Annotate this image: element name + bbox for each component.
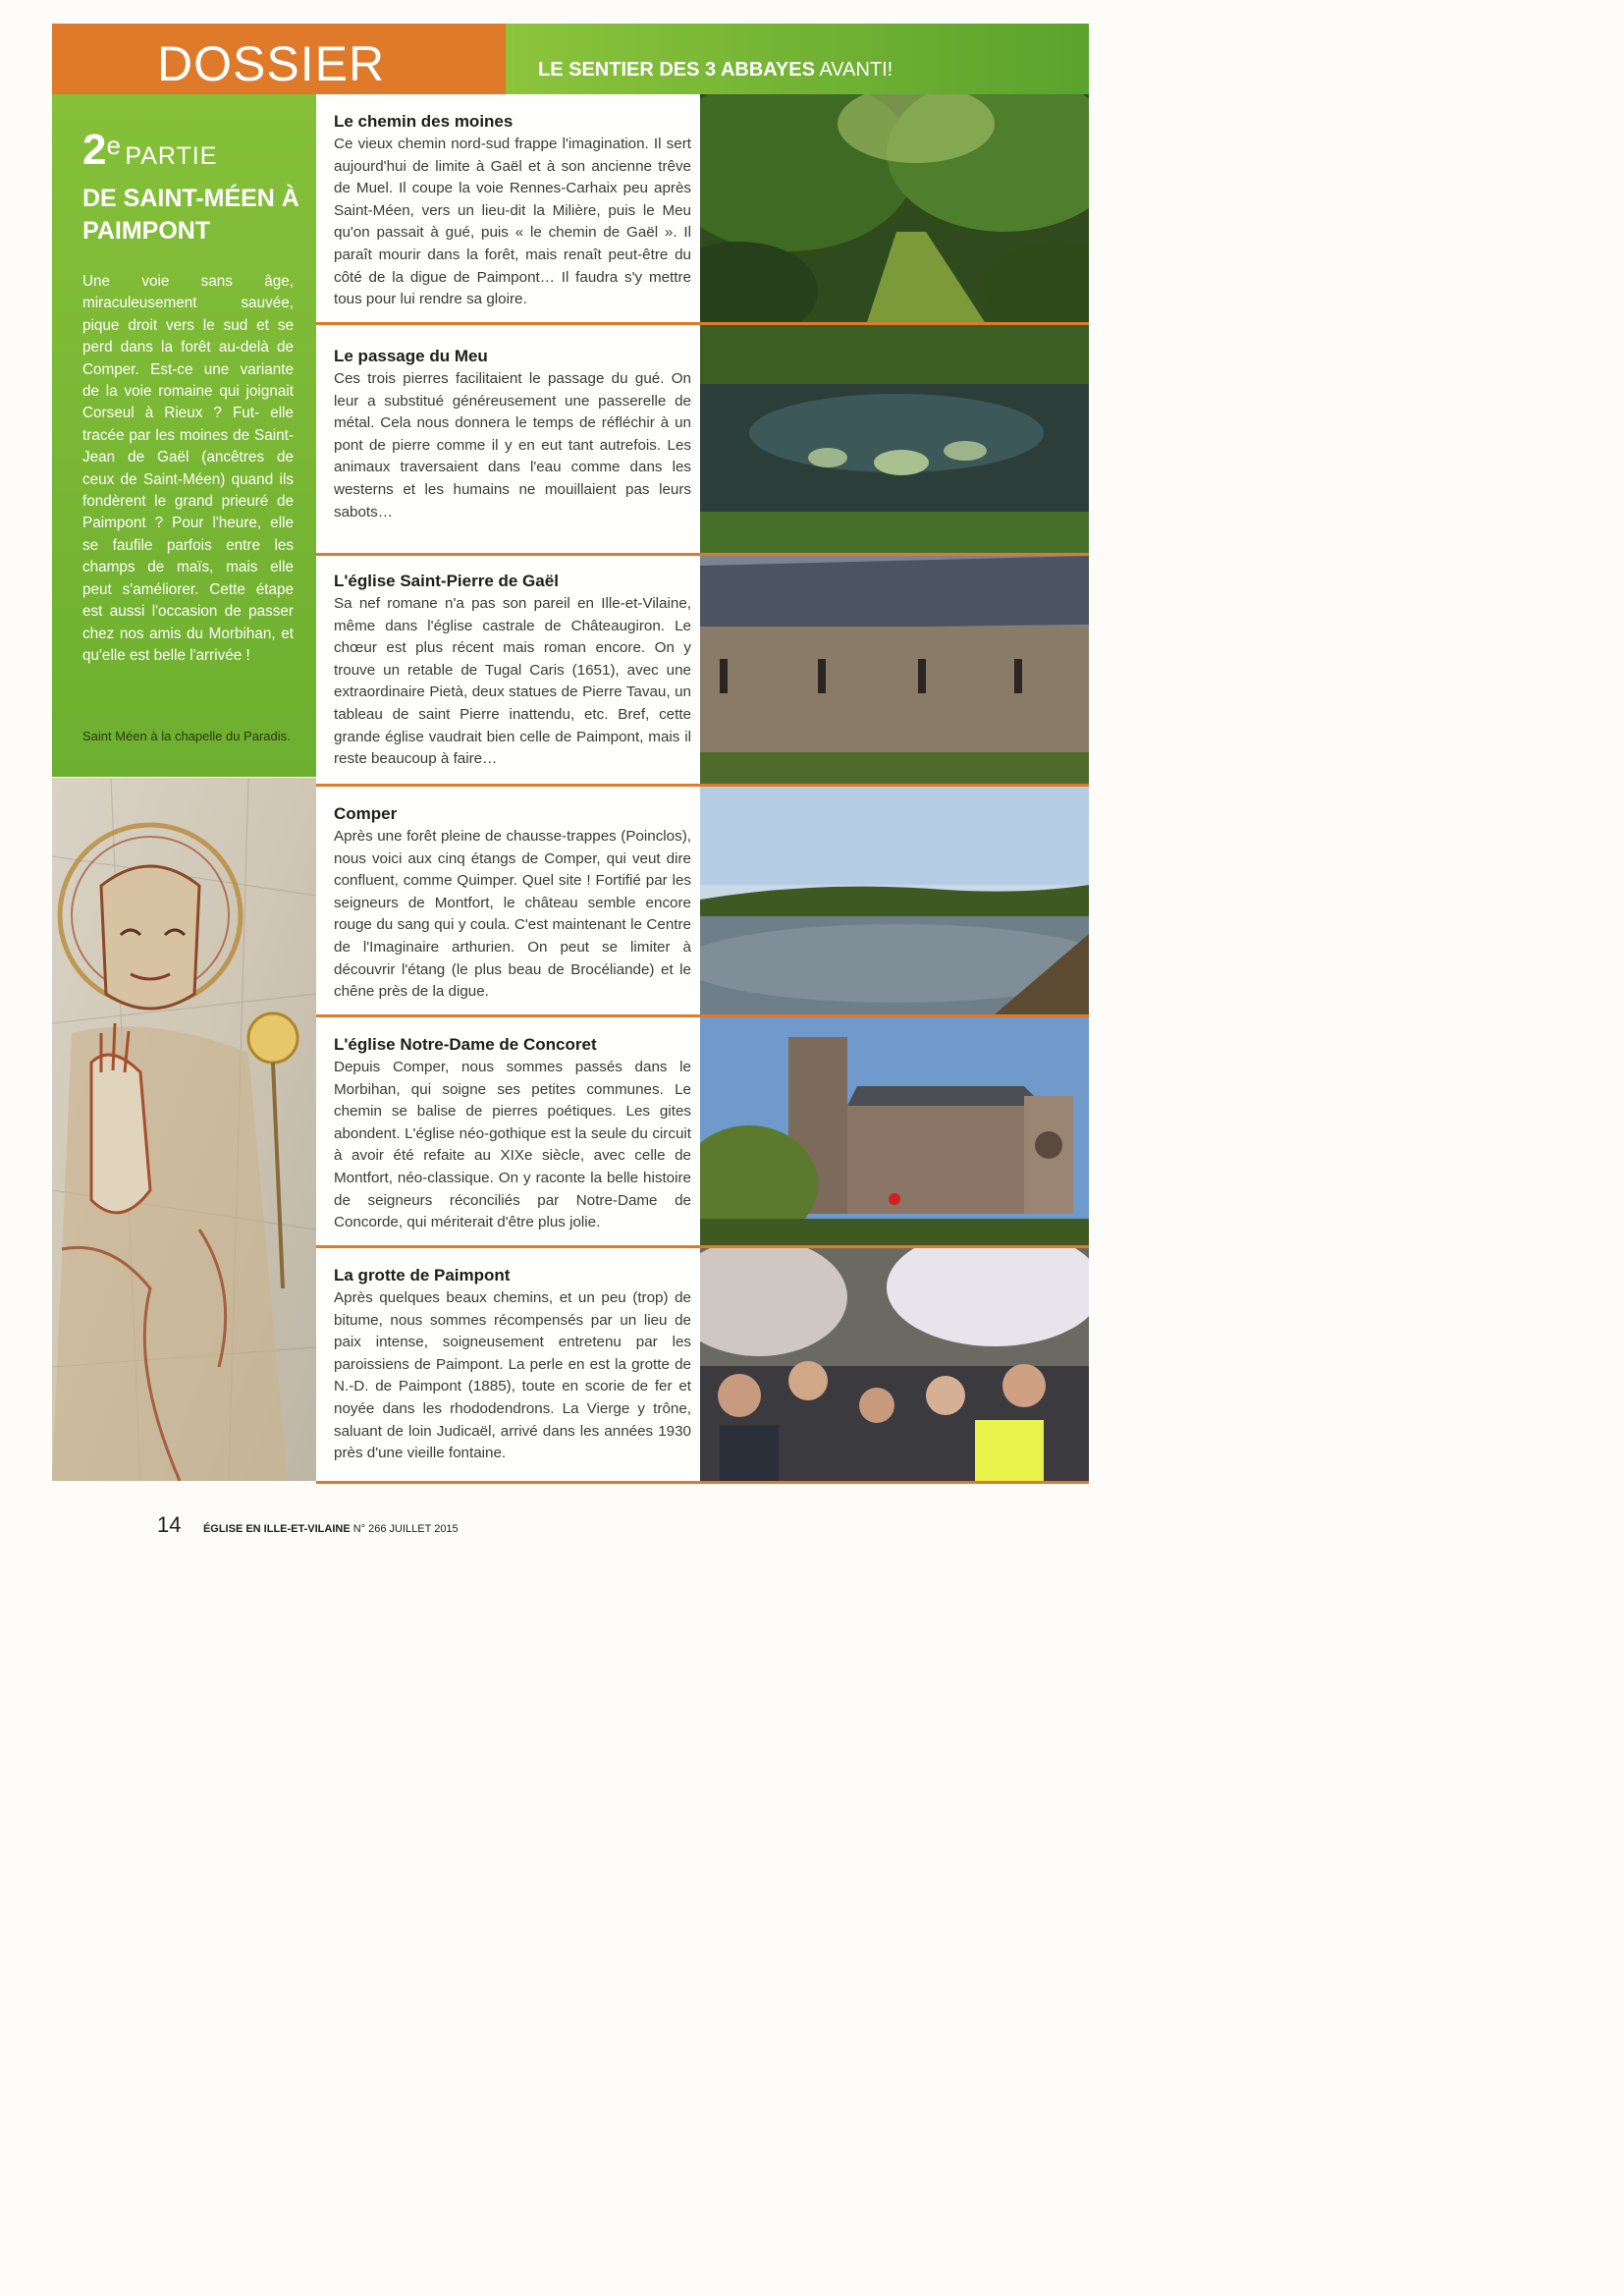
entry-body: Depuis Comper, nous sommes passés dans le Morbihan, qui soigne ses petites communes. Le chemin se balise de pierres poétiques. Les gites abondent. L'église néo-gothique est la seule du circuit à avoir été refaite au XIXe siècle, avec celle de Montfort, néo-classique. On y raconte la belle histoire de seigneurs réconciliés par Notre-Dame de Concorde, qui mériterait d'être plus jolie. xyxy=(334,1059,691,1231)
series-title-light: AVANTI! xyxy=(814,59,893,81)
page-footer xyxy=(157,1512,459,1538)
entry-body: Après quelques beaux chemins, et un peu (trop) de bitume, nous sommes récompensés par un lieu de paix intense, soigneusement entretenu par les paroissiens de Paimpont. La perle en est la grotte de N.-D. de Paimpont (1885), toute en scorie de fer et noyée dans les rhododendrons. La Vierge y trône, saluant de loin Judicaël, arrivé dans les années 1930 près d'une vieille fontaine. xyxy=(334,1289,691,1462)
page-number: 14 xyxy=(157,1512,182,1537)
entry-body: Ces trois pierres facilitaient le passage du gué. On leur a substitué généreusement une passerelle de métal. Cela nous donnera le temps de réfléchir à un pont de pierre comme il y en eut tant autrefois. Les animaux traversaient dans l'eau comme dans les westerns et les humains ne mouillaient pas leurs sabots… xyxy=(334,370,691,520)
photo-river-ford xyxy=(700,325,1089,556)
entry-body: Ce vieux chemin nord-sud frappe l'imagination. Il sert aujourd'hui de limite à Gaël et à son ancienne trêve de Muel. Il coupe la voie Rennes-Carhaix peu après Saint-Méen, vers un lieu-dit la Milière, puis le Meu qu'on passait à gué, puis « le chemin de Gaël ». Il paraît mourir dans la forêt, mais renaît peut-être du côté de la digue de Paimpont… Il faudra s'y mettre tous pour lui rendre sa gloire. xyxy=(334,136,691,308)
entry-chemin-des-moines xyxy=(316,94,700,325)
fresco-caption: Saint Méen à la chapelle du Paradis. xyxy=(82,729,291,743)
entry-title: L'église Notre-Dame de Concoret xyxy=(334,1035,597,1054)
entry-grotte-paimpont xyxy=(316,1248,700,1484)
entry-eglise-concoret xyxy=(316,1017,700,1248)
entry-passage-du-meu xyxy=(316,325,700,556)
photo-comper-lake xyxy=(700,787,1089,1017)
photo-grotte-group xyxy=(700,1248,1089,1484)
series-title xyxy=(538,59,893,82)
entry-body: Sa nef romane n'a pas son pareil en Ille-et-Vilaine, même dans l'église castrale de Châteaugiron. Le chœur est plus récent mais roman encore. On y trouve un retable de Tugal Caris (1651), avec une extraordinaire Pietà, deux statues de Pierre Tavau, un tableau de saint Pierre inattendu, etc. Bref, cette grande église vaudrait bien celle de Paimpont, mais il reste beaucoup à faire… xyxy=(334,595,691,768)
entry-body: Après une forêt pleine de chausse-trappes (Poinclos), nous voici aux cinq étangs de Comper, qui veut dire confluent, comme Quimper. Quel site ! Fortifié par les seigneurs de Montfort, le château semble encore rouge du sang qui y coula. C'est maintenant le Centre de l'Imaginaire arthurien. On peut se limiter à découvrir l'étang (le plus beau de Brocéliande) et le chêne près de la digue. xyxy=(334,828,691,1001)
section-label: DOSSIER xyxy=(157,36,386,91)
part-suffix: e xyxy=(106,130,121,160)
fresco-image xyxy=(52,778,316,1481)
entry-title: La grotte de Paimpont xyxy=(334,1266,511,1285)
part-heading xyxy=(82,126,217,175)
entry-title: Le chemin des moines xyxy=(334,112,514,131)
magazine-title: ÉGLISE EN ILLE-ET-VILAINE xyxy=(202,1523,351,1535)
part-number: 2 xyxy=(82,126,107,174)
issue-info: N° 266 JUILLET 2015 xyxy=(350,1523,459,1535)
page-title: DE SAINT-MÉEN À PAIMPONT xyxy=(82,185,299,245)
photo-concoret-church xyxy=(700,1017,1089,1248)
series-title-bold: LE SENTIER DES 3 ABBAYES xyxy=(538,59,815,81)
entry-title: L'église Saint-Pierre de Gaël xyxy=(334,572,559,590)
intro-text: Une voie sans âge, miraculeusement sauvée, pique droit vers le sud et se perd dans la forêt au-delà de Comper. Est-ce une variante de la voie romaine qui joignait Corseul à Rieux ? Fut- elle tracée par les moines de Saint-Jean de Gaël (ancêtres de ceux de Saint-Méen) quand ils fondèrent le grand prieuré de Paimpont ? Pour l'heure, elle se faufile parfois entre les champs de maïs, mais elle peut s'améliorer. Cette étape est aussi l'occasion de passer chez nos amis du Morbihan, et qu'elle est belle l'arrivée ! xyxy=(82,273,294,664)
photo-forest-path xyxy=(700,94,1089,325)
part-word: PARTIE xyxy=(125,142,218,170)
entry-title: Le passage du Meu xyxy=(334,347,488,365)
entry-eglise-gael xyxy=(316,556,700,787)
entry-comper xyxy=(316,787,700,1017)
entry-title: Comper xyxy=(334,804,398,823)
photo-gael-church xyxy=(700,556,1089,787)
